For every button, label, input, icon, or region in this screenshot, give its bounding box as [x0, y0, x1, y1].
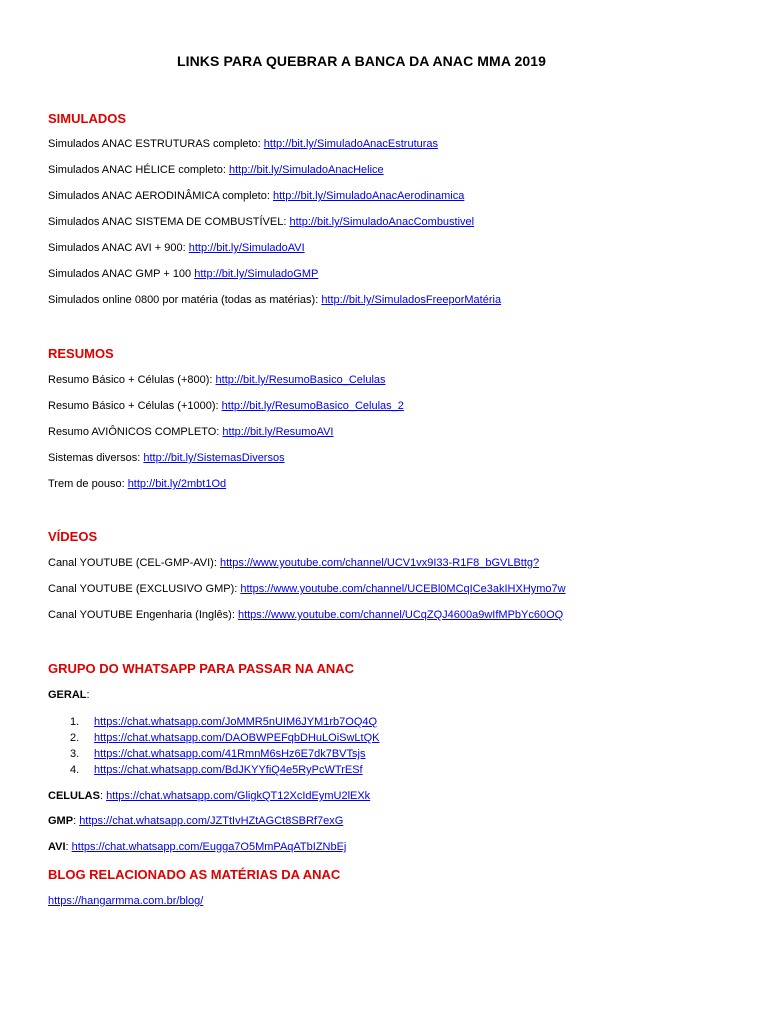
item-label: Simulados online 0800 por matéria (todas as matérias):	[48, 294, 322, 306]
simulado-combustivel-link[interactable]: http://bit.ly/SimuladoAnacCombustivel	[289, 216, 475, 228]
whatsapp-geral-link-3[interactable]: https://chat.whatsapp.com/41RmnM6sHz6E7dk7BVTsjs	[94, 748, 366, 760]
section-heading-simulados: SIMULADOS	[48, 111, 126, 126]
item-label: Resumo Básico + Células (+800):	[48, 374, 216, 386]
whatsapp-geral-link-2[interactable]: https://chat.whatsapp.com/DAOBWPEFqbDHuLOiSwLtQK	[94, 732, 380, 744]
list-item	[48, 268, 318, 280]
item-label: Simulados ANAC ESTRUTURAS completo:	[48, 138, 264, 150]
list-item	[70, 714, 380, 730]
page-title: LINKS PARA QUEBRAR A BANCA DA ANAC MMA 2019	[176, 53, 547, 69]
list-item: CELULAS: https://chat.whatsapp.com/GligkQT12XcIdEymU2lEXk	[48, 790, 371, 802]
list-item	[70, 730, 380, 746]
list-item	[48, 190, 464, 202]
youtube-engenharia-link[interactable]: https://www.youtube.com/channel/UCqZQJ4600a9wIfMPbYc60OQ	[237, 609, 564, 621]
list-item	[70, 762, 380, 778]
gmp-label: GMP	[48, 815, 74, 827]
whatsapp-avi-link[interactable]: https://chat.whatsapp.com/Eugga7O5MmPAqATbIZNbEj	[71, 841, 347, 853]
list-number: 4.	[70, 764, 80, 776]
item-label: Resumo AVIÔNICOS COMPLETO:	[48, 426, 223, 438]
list-item	[48, 400, 404, 412]
resumo-basico-2-link[interactable]: http://bit.ly/ResumoBasico_Celulas_2	[221, 400, 404, 412]
item-label: Simulados ANAC GMP + 100	[48, 268, 195, 280]
item-label: Sistemas diversos:	[48, 452, 144, 464]
item-label: Simulados ANAC AERODINÂMICA completo:	[48, 190, 273, 202]
list-item	[70, 746, 380, 762]
trem-de-pouso-link[interactable]: http://bit.ly/2mbt1Od	[127, 478, 227, 490]
whatsapp-celulas-link[interactable]: https://chat.whatsapp.com/GligkQT12XcIdEymU2lEXk	[106, 790, 371, 802]
simulado-helice-link[interactable]: http://bit.ly/SimuladoAnacHelice	[228, 164, 384, 176]
whatsapp-geral-link-1[interactable]: https://chat.whatsapp.com/JoMMR5nUIM6JYM1rb7OQ4Q	[94, 716, 378, 728]
item-label: Canal YOUTUBE (CEL-GMP-AVI):	[48, 557, 220, 569]
list-item	[48, 216, 474, 228]
item-label: Canal YOUTUBE Engenharia (Inglês):	[48, 609, 238, 621]
list-item	[48, 895, 203, 907]
whatsapp-gmp-link[interactable]: https://chat.whatsapp.com/JZTtIvHZtAGCt8SBRf7exG	[79, 815, 344, 827]
whatsapp-geral-link-4[interactable]: https://chat.whatsapp.com/BdJKYYfiQ4e5RyPcWTrESf	[94, 764, 363, 776]
list-number: 2.	[70, 732, 80, 744]
list-item	[48, 583, 566, 595]
item-label: Resumo Básico + Células (+1000):	[48, 400, 222, 412]
geral-label-line	[48, 689, 90, 701]
simulado-avi-link[interactable]: http://bit.ly/SimuladoAVI	[188, 242, 305, 254]
simulado-aerodinamica-link[interactable]: http://bit.ly/SimuladoAnacAerodinamica	[272, 190, 465, 202]
resumo-avi-link[interactable]: http://bit.ly/ResumoAVI	[222, 426, 334, 438]
simulados-free-link[interactable]: http://bit.ly/SimuladosFreeporMatéria	[321, 294, 502, 306]
list-item	[48, 478, 226, 490]
item-label: Simulados ANAC HÉLICE completo:	[48, 164, 229, 176]
avi-label: AVI	[48, 841, 66, 853]
list-item	[48, 242, 305, 254]
section-heading-videos: VÍDEOS	[48, 529, 98, 544]
list-number: 3.	[70, 748, 80, 760]
list-item: GMP: https://chat.whatsapp.com/JZTtIvHZtAGCt8SBRf7exG	[48, 815, 344, 827]
sistemas-diversos-link[interactable]: http://bit.ly/SistemasDiversos	[143, 452, 285, 464]
item-label: Trem de pouso:	[48, 478, 128, 490]
list-item	[48, 452, 285, 464]
youtube-cel-gmp-avi-link[interactable]: https://www.youtube.com/channel/UCV1vx9I33-R1F8_bGVLBttg?	[219, 557, 540, 569]
section-heading-whatsapp: GRUPO DO WHATSAPP PARA PASSAR NA ANAC	[48, 661, 354, 676]
list-item	[48, 374, 386, 386]
youtube-gmp-link[interactable]: https://www.youtube.com/channel/UCEBl0MCqICe3akIHXHymo7w	[240, 583, 566, 595]
blog-link[interactable]: https://hangarmma.com.br/blog/	[48, 895, 204, 907]
list-number: 1.	[70, 716, 80, 728]
list-item	[48, 609, 563, 621]
section-heading-resumos: RESUMOS	[48, 346, 114, 361]
whatsapp-geral-list	[70, 714, 380, 778]
list-item	[48, 138, 438, 150]
list-item	[48, 164, 384, 176]
item-label: Canal YOUTUBE (EXCLUSIVO GMP):	[48, 583, 241, 595]
simulado-gmp-link[interactable]: http://bit.ly/SimuladoGMP	[194, 268, 319, 280]
section-heading-blog: BLOG RELACIONADO AS MATÉRIAS DA ANAC	[48, 867, 341, 882]
geral-colon: :	[86, 689, 90, 701]
list-item	[48, 557, 539, 569]
geral-label: GERAL	[48, 689, 87, 701]
item-label: Simulados ANAC AVI + 900:	[48, 242, 189, 254]
list-item: AVI: https://chat.whatsapp.com/Eugga7O5MmPAqATbIZNbEj	[48, 841, 347, 853]
resumo-basico-link[interactable]: http://bit.ly/ResumoBasico_Celulas	[215, 374, 386, 386]
item-label: Simulados ANAC SISTEMA DE COMBUSTÍVEL:	[48, 216, 290, 228]
list-item	[48, 426, 334, 438]
list-item	[48, 294, 501, 306]
celulas-label: CELULAS	[48, 790, 100, 802]
simulado-estruturas-link[interactable]: http://bit.ly/SimuladoAnacEstruturas	[263, 138, 439, 150]
